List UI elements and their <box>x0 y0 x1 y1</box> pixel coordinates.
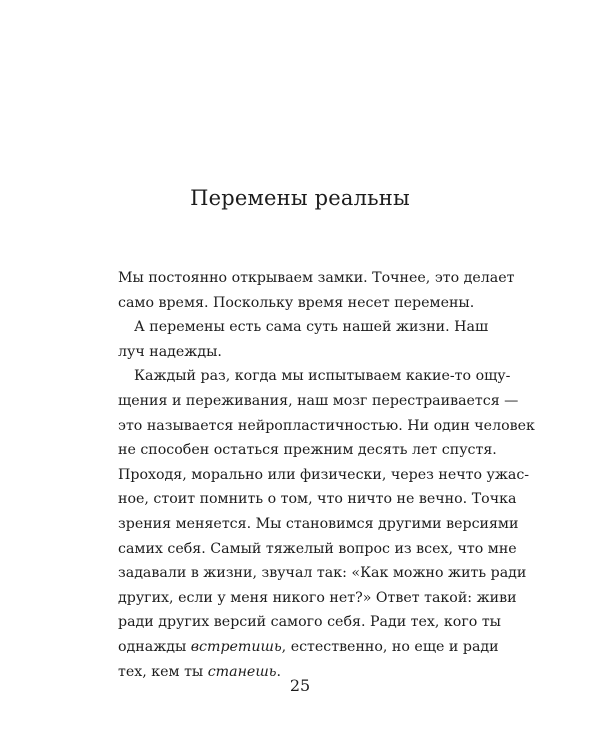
text-line: Мы постоянно открываем замки. Точнее, это делает <box>118 270 515 286</box>
text-run: , естественно, но еще и ради <box>281 638 499 655</box>
text-line: других, если у меня никого нет?» Ответ такой: живи <box>118 589 517 606</box>
text-line: Проходя, морально или физически, через нечто ужас- <box>118 466 530 483</box>
paragraph-3 <box>118 364 535 684</box>
paragraph-1 <box>118 266 515 315</box>
text-line: не способен остаться прежним десять лет спустя. <box>118 442 497 459</box>
text-run: тех, кем ты <box>118 663 208 680</box>
text-line: А перемены есть сама суть нашей жизни. Наш <box>134 319 489 336</box>
chapter-title: Перемены реальны <box>190 186 410 210</box>
emphasis-text: встретишь <box>190 638 282 655</box>
text-line: щения и переживания, наш мозг перестраивается — <box>118 392 519 409</box>
body-text <box>118 266 535 684</box>
text-line: самих себя. Самый тяжелый вопрос из всех, что мне <box>118 540 517 557</box>
text-line: само время. Поскольку время несет перемены. <box>118 294 475 311</box>
text-line: ради других версий самого себя. Ради тех, кого ты <box>118 614 501 631</box>
text-run: однажды <box>118 638 191 655</box>
text-line: это называется нейропластичностью. Ни один человек <box>118 417 535 434</box>
text-line <box>118 635 499 660</box>
paragraph-2 <box>118 315 488 364</box>
text-run: . <box>276 663 282 680</box>
text-line: ное, стоит помнить о том, что ничто не вечно. Точка <box>118 491 517 508</box>
page-number: 25 <box>289 676 311 695</box>
text-line: задавали в жизни, звучал так: «Как можно жить ради <box>118 565 527 582</box>
text-line: зрения меняется. Мы становимся другими версиями <box>118 515 519 532</box>
text-line: луч надежды. <box>118 343 222 360</box>
text-line: Каждый раз, когда мы испытываем какие-то ощу- <box>134 368 511 385</box>
emphasis-text: станешь <box>207 663 277 680</box>
